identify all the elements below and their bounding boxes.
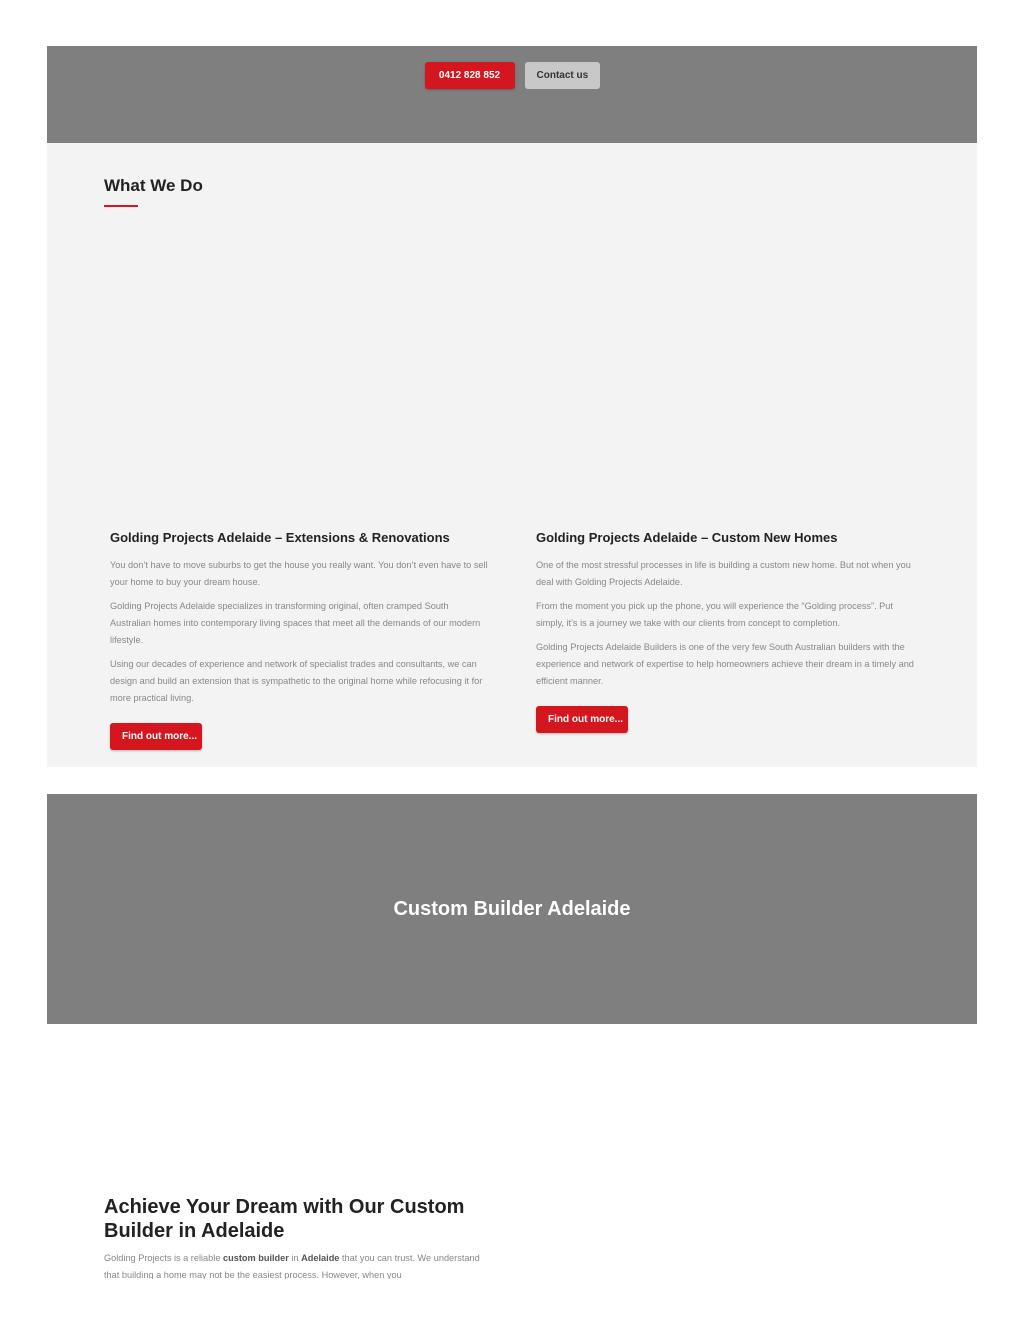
contact-us-button[interactable]: Contact us (525, 62, 600, 89)
dream-bold-text: Adelaide (301, 1253, 340, 1263)
section-title: What We Do (104, 176, 203, 195)
card-heading: Golding Projects Adelaide – Custom New Homes (536, 530, 838, 545)
extensions-renovations-card (110, 530, 490, 750)
card-paragraph: From the moment you pick up the phone, you will experience the “Golding process”. Put simply, it’s is a journey we take with our clients from concept to completion. (536, 601, 893, 628)
card-paragraph: Golding Projects Adelaide specializes in transforming original, often cramped South Australian homes into contemporary living spaces that meet all the demands of our modern lifestyle. (110, 601, 481, 645)
hero-section (47, 46, 977, 143)
banner-title: Custom Builder Adelaide (393, 897, 631, 920)
phone-button[interactable]: 0412 828 852 (425, 62, 515, 89)
card-paragraph: Using our decades of experience and network of specialist trades and consultants, we can design and build an extension that is sympathetic to the original home while refocusing it for more practical living. (110, 659, 483, 703)
card-paragraph: You don’t have to move suburbs to get the house you really want. You don’t even have to sell your home to buy your dream house. (110, 560, 488, 587)
dream-title: Achieve Your Dream with Our Custom Builder in Adelaide (104, 1196, 465, 1242)
dream-paragraph (104, 1250, 484, 1279)
card-paragraph: Golding Projects Adelaide Builders is one of the very few South Australian builders with the experience and network of expertise to help homeowners achieve their dream in a timely and efficient manner. (536, 642, 914, 686)
card-paragraph: One of the most stressful processes in life is building a custom new home. But not when you deal with Golding Projects Adelaide. (536, 560, 911, 587)
title-underline (104, 205, 138, 207)
custom-new-homes-card (536, 530, 916, 733)
custom-builder-banner (47, 794, 977, 1024)
dream-section (104, 1195, 484, 1279)
dream-text: in (288, 1253, 302, 1263)
dream-text: Golding Projects is a reliable (104, 1253, 223, 1263)
what-we-do-section (47, 143, 977, 767)
hero-buttons (47, 62, 977, 89)
find-out-more-button[interactable]: Find out more... (536, 706, 628, 733)
dream-bold-text: custom builder (223, 1253, 289, 1263)
dream-text: that you can trust. We understand that building a home may not be the easiest process. However, when you (104, 1253, 480, 1279)
find-out-more-button[interactable]: Find out more... (110, 723, 202, 750)
card-heading: Golding Projects Adelaide – Extensions & Renovations (110, 530, 450, 545)
